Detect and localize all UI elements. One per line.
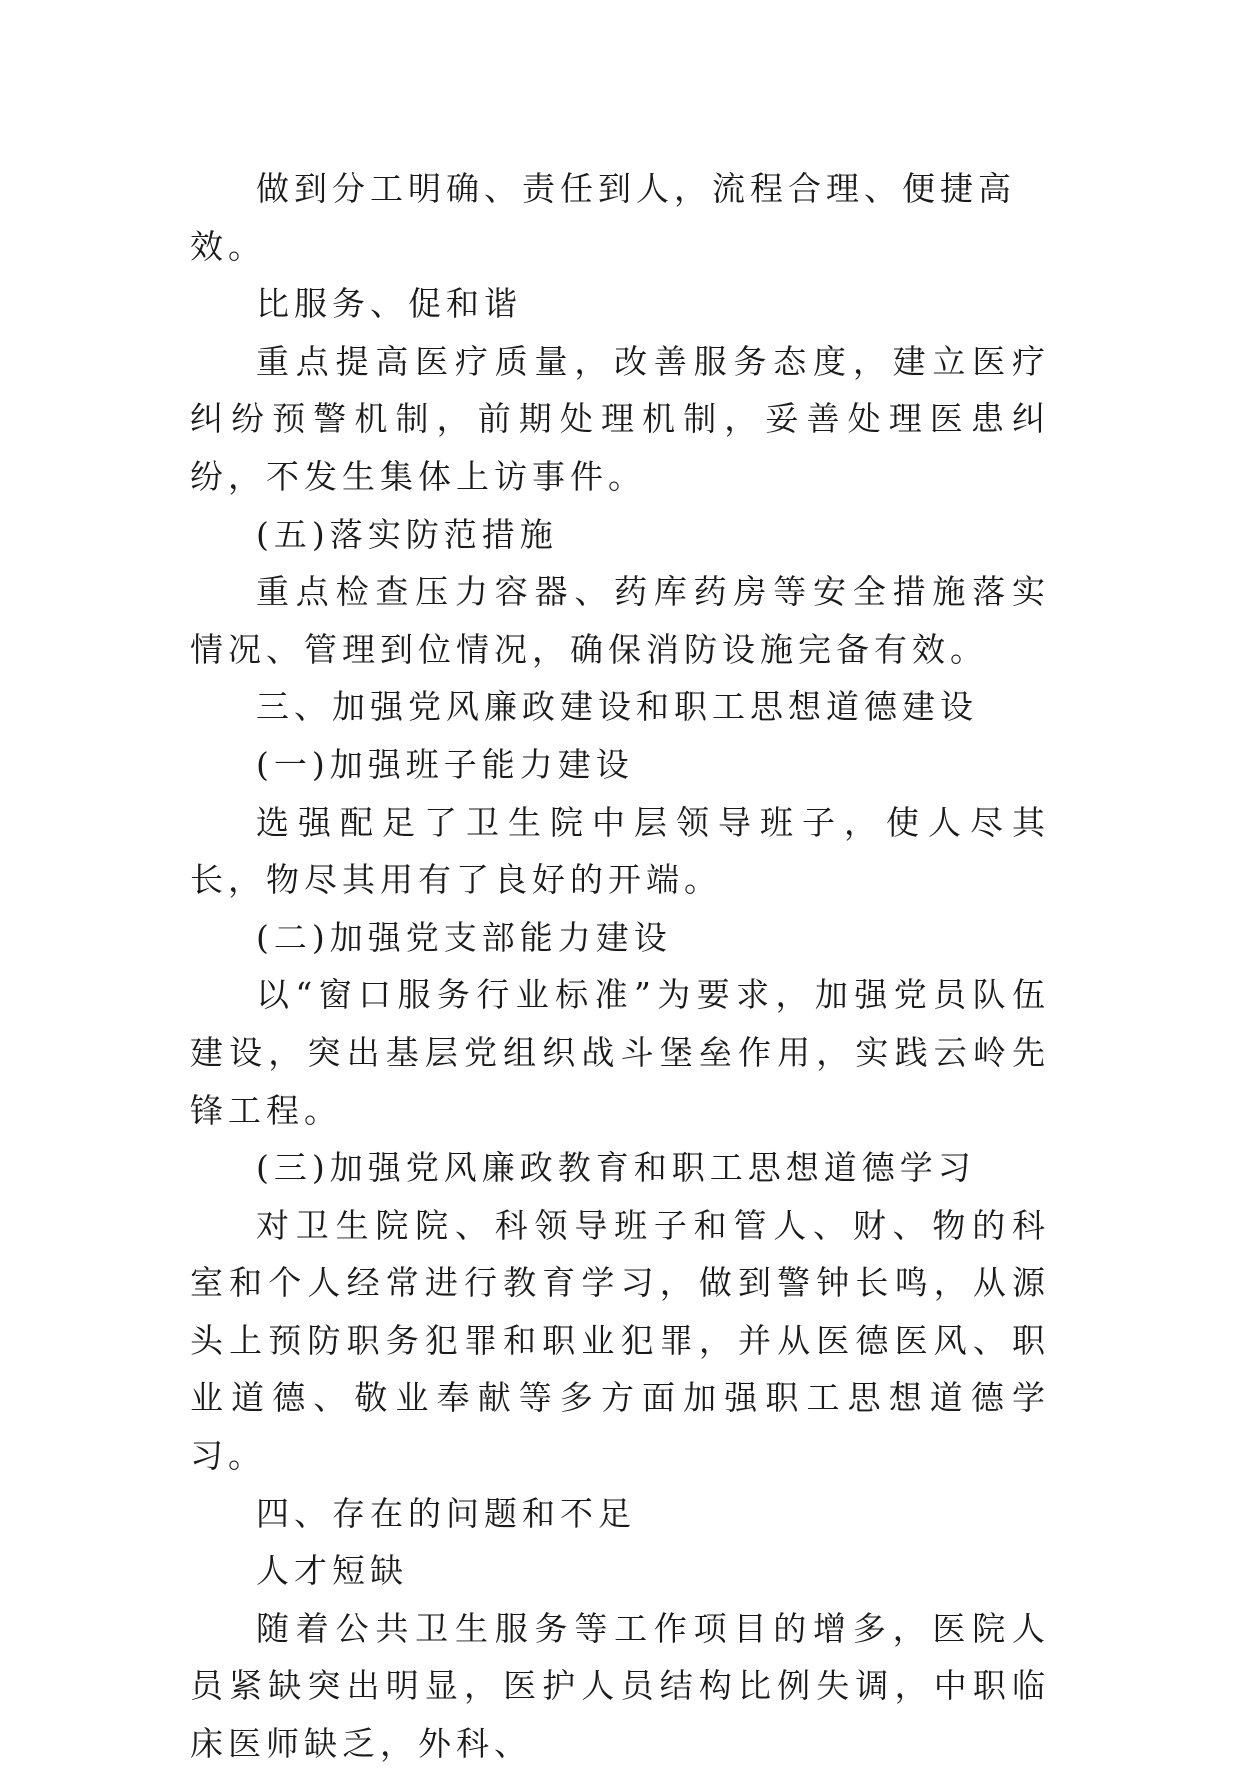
paragraph: 以“窗口服务行业标准”为要求，加强党员队伍建设，突出基层党组织战斗堡垒作用，实践云岭先锋工程。: [190, 975, 1050, 1130]
section-heading: 人才短缺: [256, 1551, 408, 1591]
paragraph: 随着公共卫生服务等工作项目的增多，医院人员紧缺突出明显，医护人员结构比例失调，中职临床医师缺乏，外科、: [190, 1608, 1050, 1764]
document-body: [190, 160, 1050, 1773]
section-heading: (一)加强班子能力建设: [256, 744, 634, 784]
section-heading: (二)加强党支部能力建设: [256, 917, 672, 957]
paragraph: 重点检查压力容器、药库药房等安全措施落实情况、管理到位情况，确保消防设施完备有效。: [190, 572, 1050, 669]
section-heading: 三、加强党风廉政建设和职工思想道德建设: [256, 687, 978, 727]
section-heading: 比服务、促和谐: [256, 284, 522, 324]
paragraph: 做到分工明确、责任到人，流程合理、便捷高效。: [190, 169, 1016, 266]
paragraph: 对卫生院院、科领导班子和管人、财、物的科室和个人经常进行教育学习，做到警钟长鸣，从源头上预防职务犯罪和职业犯罪，并从医德医风、职业道德、敬业奉献等多方面加强职工思想道德学习。: [190, 1205, 1050, 1476]
section-heading: (三)加强党风廉政教育和职工思想道德学习: [256, 1148, 976, 1188]
paragraph: 选强配足了卫生院中层领导班子，使人尽其长，物尽其用有了良好的开端。: [190, 802, 1050, 900]
section-heading: 四、存在的问题和不足: [256, 1493, 636, 1533]
paragraph: 重点提高医疗质量，改善服务态度，建立医疗纠纷预警机制，前期处理机制，妥善处理医患纠纷，不发生集体上访事件。: [190, 341, 1050, 496]
section-heading: (五)落实防范措施: [256, 514, 558, 554]
